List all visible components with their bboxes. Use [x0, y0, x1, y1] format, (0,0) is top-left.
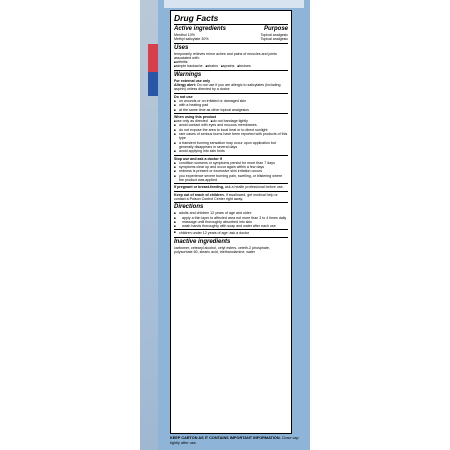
use-item: ■ strains: [206, 64, 218, 68]
stop-use-heading: Stop use and ask a doctor if: [174, 156, 222, 161]
when-using-heading: When using this product: [174, 114, 217, 119]
carton-logo-blue-stripe: [148, 72, 158, 96]
directions-step: ■ apply a thin layer to affected area not more than 3 to 4 times daily: [174, 216, 288, 220]
inactive-ingredients-heading: Inactive ingredients: [174, 238, 231, 245]
carton-footer-note: KEEP CARTON AS IT CONTAINS IMPORTANT INFORMATION. Close cap tightly after use.: [170, 436, 299, 445]
warning-item: ■ redness is present or excessive skin irritation occurs: [174, 169, 288, 173]
warning-item: ■ you experience severe burning pain, swelling, or blistering where the product was applied: [174, 174, 288, 183]
drug-facts-label: [170, 10, 292, 434]
uses-heading: Uses: [174, 44, 189, 51]
warning-item: ■ use only as directed: [174, 119, 208, 123]
warnings-section: [174, 70, 288, 201]
allergy-alert: Allergy alert: Do not use if you are allergic to salicylates (including aspirin) unless directed by a doctor: [174, 83, 281, 92]
do-not-use-heading: Do not use: [174, 94, 193, 99]
directions-step: ■ wash hands thoroughly with soap and water after each use: [174, 224, 288, 228]
warning-item: ■ symptoms clear up and occur again within a few days: [174, 165, 288, 169]
uses-section: [174, 43, 288, 69]
directions-heading: Directions: [174, 204, 204, 211]
warning-item: ■ do not bandage tightly: [211, 119, 248, 123]
inactive-ingredients-text: carbomer, cetearyl alcohol, cetyl esters, ceteth-2 phosphate, polysorbate 60, stearic acid, triethanolamine, water: [174, 245, 270, 254]
drug-facts-title: Drug Facts: [174, 13, 219, 23]
use-item: ■ bruises: [237, 64, 250, 68]
carton-top-edge: [164, 0, 304, 8]
warnings-heading: Warnings: [174, 71, 202, 78]
use-item: ■ sprains: [221, 64, 234, 68]
stop-use-block: [174, 155, 288, 183]
active-ingredients-heading: Active ingredients: [174, 26, 227, 32]
warning-item: ■ avoid applying into skin folds: [174, 149, 288, 153]
external-use-text: For external use only: [174, 78, 211, 83]
use-item: ■ simple backache: [174, 64, 203, 68]
active-ingredient-row: Methyl salicylate 30% Topical analgesic: [174, 37, 288, 42]
warning-item: ■ with a heating pad: [174, 103, 288, 107]
active-ingredient-row: Menthol 10% Topical analgesic: [174, 33, 288, 37]
warning-item: ■ on wounds or on irritated or damaged skin: [174, 99, 288, 103]
directions-adults: ■ adults and children 12 years of age and older:: [174, 211, 288, 215]
use-item: ■ arthritis: [174, 60, 188, 64]
warning-item: ■ do not expose the area to local heat or to direct sunlight: [174, 128, 288, 132]
carton-logo-red-stripe: [148, 44, 158, 72]
warning-item: ■ avoid contact with eyes and mucous membranes: [174, 123, 288, 127]
do-not-use-block: [174, 93, 288, 112]
inactive-ingredients-section: [174, 237, 288, 255]
purpose-heading: Purpose: [263, 26, 288, 32]
directions-section: [174, 202, 288, 235]
pregnancy-warning: If pregnant or breast-feeding, ask a health professional before use.: [174, 183, 288, 189]
warning-item: ■ rare cases of serious burns have been reported with products of this type: [174, 132, 288, 141]
uses-text: temporarily relieves minor aches and pains of muscles and joints associated with:: [174, 51, 277, 60]
warning-item: ■ a transient burning sensation may occur upon application but generally disappears in several days: [174, 141, 288, 150]
keep-out-of-reach-warning: Keep out of reach of children. If swallowed, get medical help or contact a Poison Control Center right away.: [174, 191, 288, 202]
directions-step: ■ massage until thoroughly absorbed into skin: [174, 220, 288, 224]
uses-list-2: [174, 64, 288, 68]
directions-children: ■ children under 12 years of age: ask a doctor: [174, 229, 288, 235]
warning-item: ■ at the same time as other topical analgesics: [174, 108, 288, 112]
when-using-block: [174, 113, 288, 154]
active-ingredients-section: [174, 24, 288, 42]
warning-item: ■ condition worsens or symptoms persist for more than 7 days: [174, 161, 288, 165]
